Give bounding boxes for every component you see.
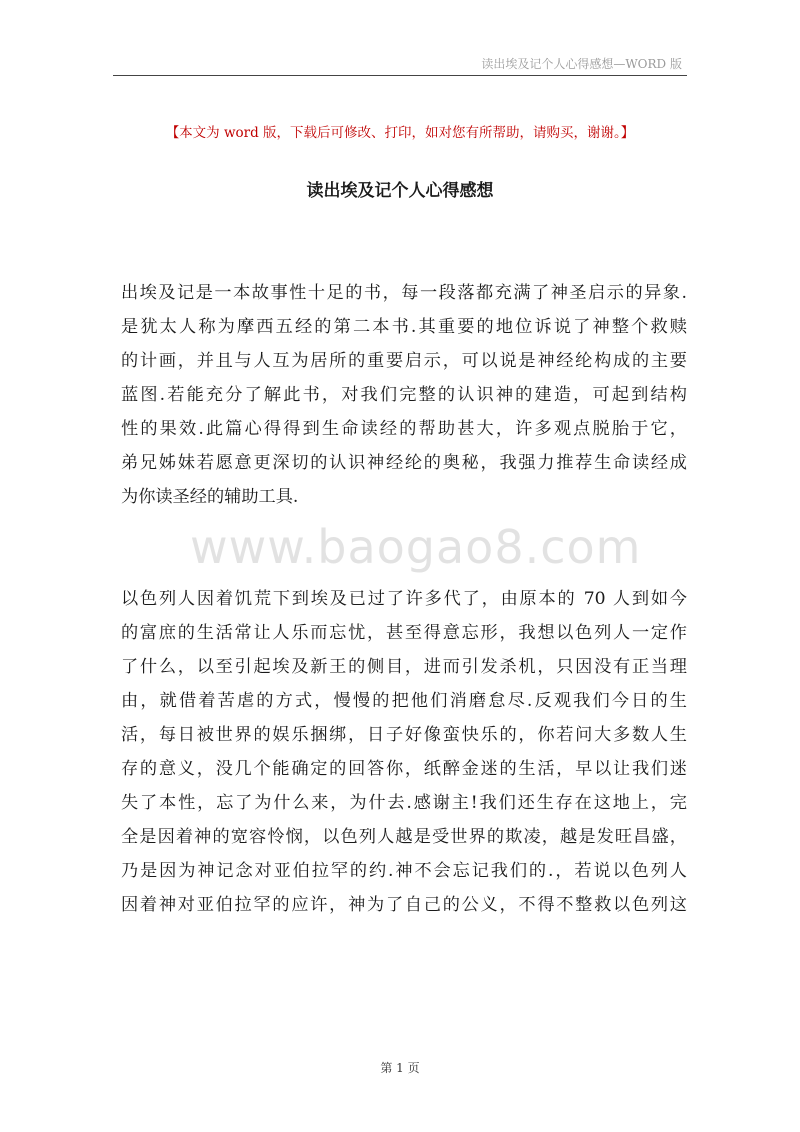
body-line: 因着神对亚伯拉罕的应许，神为了自己的公义，不得不整救以色列这 [121, 895, 687, 915]
body-line: 的富庶的生活常让人乐而忘忧，甚至得意忘形，我想以色列人一定作 [121, 623, 687, 643]
body-line: 性的果效.此篇心得得到生命读经的帮助甚大，许多观点脱胎于它， [121, 419, 687, 439]
body-line: 由，就借着苦虐的方式，慢慢的把他们消磨怠尽.反观我们今日的生 [121, 691, 687, 711]
body-line: 是犹太人称为摩西五经的第二本书.其重要的地位诉说了神整个救赎 [121, 317, 687, 337]
document-title: 读出埃及记个人心得感想 [306, 181, 494, 201]
page-number: 第 1 页 [380, 1061, 420, 1075]
download-notice: 【本文为 word 版，下载后可修改、打印，如对您有所帮助，请购买，谢谢。】 [165, 125, 635, 141]
body-line: 全是因着神的宽容怜悯，以色列人越是受世界的欺凌，越是发旺昌盛， [121, 827, 687, 847]
body-line: 乃是因为神记念对亚伯拉罕的约.神不会忘记我们的.，若说以色列人 [121, 861, 687, 881]
header-divider [113, 75, 687, 76]
body-line: 的计画，并且与人互为居所的重要启示，可以说是神经纶构成的主要 [121, 351, 687, 371]
paragraph-2 [121, 582, 687, 922]
body-line: 存的意义，没几个能确定的回答你，纸醉金迷的生活，早以让我们迷 [121, 759, 687, 779]
body-line: 失了本性，忘了为什么来，为什去.感谢主!我们还生存在这地上，完 [121, 793, 687, 813]
body-line: 以色列人因着饥荒下到埃及已过了许多代了，由原本的 70 人到如今 [121, 589, 687, 609]
body-line: 了什么，以至引起埃及新王的侧目，进而引发杀机，只因没有正当理 [121, 657, 687, 677]
paragraph-1 [121, 276, 687, 514]
body-line: 为你读圣经的辅助工具. [121, 487, 299, 507]
watermark: www.baogao8.com [190, 520, 642, 574]
running-header: 读出埃及记个人心得感想—WORD 版 [481, 57, 682, 71]
body-line: 活，每日被世界的娱乐捆绑，日子好像蛮快乐的，你若问大多数人生 [121, 725, 687, 745]
body-line: 弟兄姊妹若愿意更深切的认识神经纶的奥秘，我强力推荐生命读经成 [121, 453, 687, 473]
document-body [121, 276, 687, 922]
body-line: 蓝图.若能充分了解此书，对我们完整的认识神的建造，可起到结构 [121, 385, 687, 405]
body-line: 出埃及记是一本故事性十足的书，每一段落都充满了神圣启示的异象. [121, 283, 687, 303]
